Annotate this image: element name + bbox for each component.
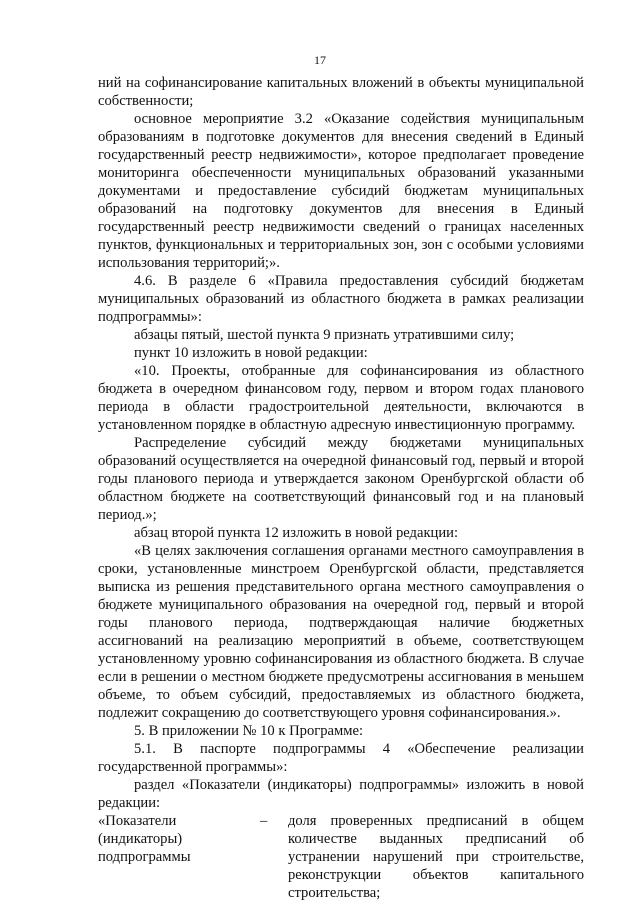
indicators-value: доля проверенных предписаний в общем количестве выданных предписаний об устранении нарушений при строительстве, реконструкции объектов капитального строительства; xyxy=(288,813,584,901)
paragraph-6: «10. Проекты, отобранные для софинансирования из областного бюджета в очередном финансовом году, первом и втором годах планового периода в области градостроительной деятельности, включаются в установленном порядке в областную адресную инвестиционную программу. xyxy=(98,363,584,433)
paragraph-4: абзацы пятый, шестой пункта 9 признать утратившими силу; xyxy=(134,327,515,343)
paragraph-10: 5. В приложении № 10 к Программе: xyxy=(134,723,364,739)
paragraph-5: пункт 10 изложить в новой редакции: xyxy=(134,345,368,361)
indicators-dash: – xyxy=(260,813,268,829)
indicators-table-row xyxy=(98,812,584,902)
paragraph-3: 4.6. В разделе 6 «Правила предоставления субсидий бюджетам муниципальных образований из областного бюджета в рамках реализации подпрограммы»: xyxy=(98,273,584,325)
indicators-label: «Показатели (индикаторы) подпрограммы xyxy=(98,813,191,865)
paragraph-12: раздел «Показатели (индикаторы) подпрограммы» изложить в новой редакции: xyxy=(98,777,584,811)
paragraph-1: ний на софинансирование капитальных вложений в объекты муниципальной собственности; xyxy=(98,75,584,109)
page-number: 17 xyxy=(314,53,326,67)
paragraph-7: Распределение субсидий между бюджетами муниципальных образований осуществляется на очередной финансовый год, первый и второй годы планового периода и утверждается законом Оренбургской области об областном бюджете на соответствующий финансовый год и на плановый период.»; xyxy=(98,435,584,523)
paragraph-11: 5.1. В паспорте подпрограммы 4 «Обеспечение реализации государственной программы»: xyxy=(98,741,584,775)
paragraph-9: «В целях заключения соглашения органами местного самоуправления в сроки, установленные минстроем Оренбургской области, представляется выписка из решения представительного органа местного самоуправления о бюджете муниципального образования на очередной год, первый и второй годы планового периода, подтверждающая наличие бюджетных ассигнований на реализацию мероприятий в объеме, соответствующем установленному уровню софинансирования из областного бюджета. В случае если в решении о местном бюджете предусмотрены ассигнования в меньшем объеме, то объем субсидий, предоставляемых из областного бюджета, подлежит сокращению до соответствующего уровня софинансирования.». xyxy=(98,543,584,721)
paragraph-8: абзац второй пункта 12 изложить в новой редакции: xyxy=(134,525,459,541)
document-body xyxy=(98,74,584,902)
paragraph-2: основное мероприятие 3.2 «Оказание содействия муниципальным образованиям в подготовке документов для внесения сведений в Единый государственный реестр недвижимости», которое предполагает проведение мониторинга обеспеченности муниципальных образований указанными документами и предоставление субсидий бюджетам муниципальных образований на подготовку документов для внесения в Единый государственный реестр недвижимости сведений о границах населенных пунктов, функциональных и территориальных зон, зон с особыми условиями использования территорий;». xyxy=(98,111,584,271)
